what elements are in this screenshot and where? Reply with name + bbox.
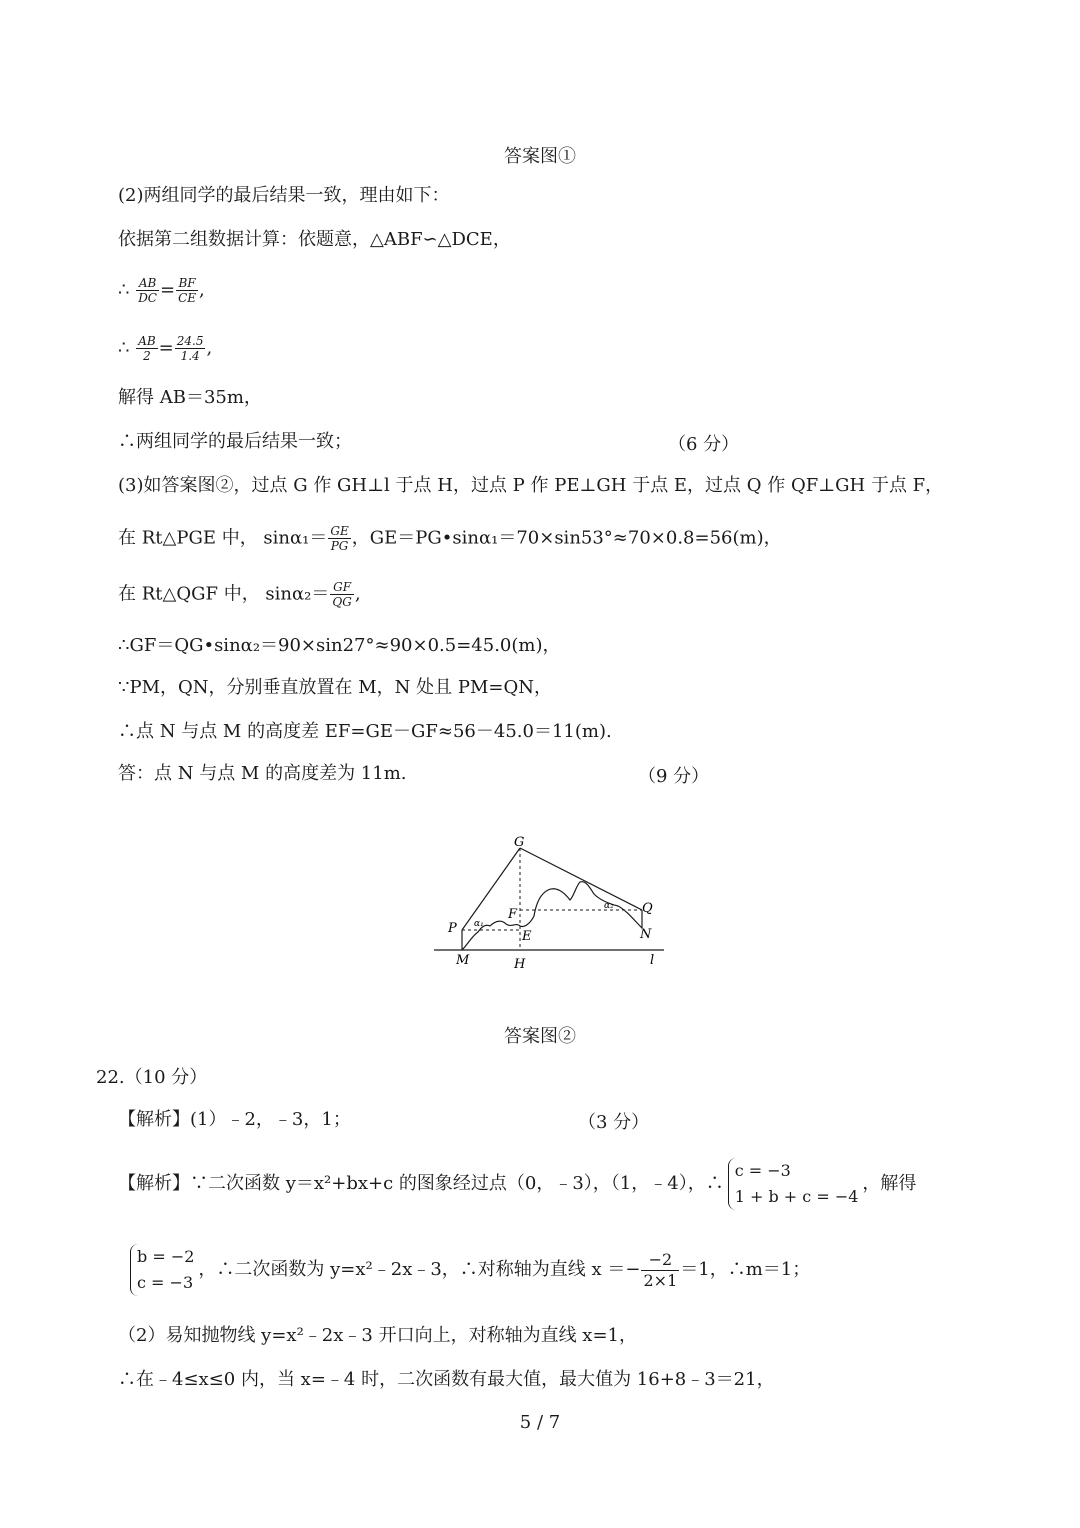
label-m: M: [456, 953, 470, 968]
label-n: N: [640, 927, 652, 942]
label-e: E: [522, 929, 532, 944]
score-label: （6 分）: [668, 434, 740, 455]
text-line: ∴两组同学的最后结果一致；: [118, 431, 352, 452]
label-alpha1: α₁: [474, 919, 484, 929]
figure-caption-2: 答案图②: [504, 1026, 576, 1047]
text-line: (2)两组同学的最后结果一致，理由如下：: [118, 185, 450, 206]
therefore-symbol: ∴: [118, 279, 130, 301]
text-line: (3)如答案图②，过点 G 作 GH⊥l 于点 H，过点 P 作 PE⊥GH 于点 E，过点 Q 作 QF⊥GH 于点 F，: [118, 475, 944, 496]
fraction: $\frac{-2}{2\times 1}$: [643, 1249, 678, 1290]
equation-system: b = −2 c = −3: [130, 1244, 194, 1296]
text-line: ∴GF＝QG•sinα₂＝90×sin27°≈90×0.5=45.0(m)，: [118, 635, 561, 656]
label-g: G: [514, 835, 525, 850]
fraction: $\frac{GF}{QG}$: [332, 580, 352, 609]
formula-line: b = −2 c = −3 ，∴二次函数为 y=x²﹣2x﹣3，∴对称轴为直线 x ＝− $\frac{-2}{2\times 1}$ ＝1，∴m＝1；: [126, 1244, 810, 1296]
label-f: F: [508, 907, 518, 922]
text-line: （2）易知抛物线 y=x²﹣2x﹣3 开口向上，对称轴为直线 x=1，: [118, 1325, 637, 1346]
text-line: 解得 AB＝35m，: [118, 387, 262, 408]
figure-caption-1: 答案图①: [504, 146, 576, 167]
question-header: 22.（10 分）: [96, 1067, 208, 1088]
geometry-diagram: [420, 828, 680, 978]
text-line: 依据第二组数据计算：依题意，△ABF∽△DCE，: [118, 229, 511, 250]
page-number: 5 / 7: [519, 1412, 561, 1433]
label-h: H: [514, 957, 526, 972]
formula-line: ∴ $\frac{AB}{DC}$ = $\frac{BF}{CE}$ ,: [118, 276, 205, 305]
score-label: （3 分）: [578, 1112, 650, 1133]
fraction: $\frac{24.5}{1.4}$: [176, 334, 204, 363]
formula-line: 在 Rt△QGF 中， sinα₂＝ $\frac{GF}{QG}$ ,: [118, 580, 361, 609]
fraction: $\frac{BF}{CE}$: [178, 276, 197, 305]
fraction: $\frac{GE}{PG}$: [330, 524, 349, 553]
label-p: P: [448, 921, 457, 936]
label-q: Q: [642, 901, 653, 916]
formula-line: 【解析】∵二次函数 y＝x²+bx+c 的图象经过点（0，﹣3），（1，﹣4），∴ c = −3 1 + b + c = −4 ，解得: [118, 1158, 916, 1210]
equation-system: c = −3 1 + b + c = −4: [728, 1158, 859, 1210]
label-alpha2: α₂: [604, 901, 614, 911]
text-line: ∴在﹣4≤x≤0 内，当 x=﹣4 时，二次函数有最大值，最大值为 16+8﹣3＝21，: [118, 1369, 775, 1390]
text-line: 答：点 N 与点 M 的高度差为 11m.: [118, 763, 407, 784]
text-line: ∵PM，QN，分别垂直放置在 M，N 处且 PM=QN，: [118, 677, 552, 698]
fraction: $\frac{AB}{DC}$: [138, 276, 157, 305]
text-line: ∴点 N 与点 M 的高度差 EF=GE－GF≈56－45.0＝11(m).: [118, 721, 612, 742]
label-l: l: [650, 953, 655, 968]
formula-line: ∴ $\frac{AB}{2}$ = $\frac{24.5}{1.4}$ ,: [118, 334, 213, 363]
formula-line: 在 Rt△PGE 中， sinα₁＝ $\frac{GE}{PG}$ ，GE＝PG•sinα₁＝70×sin53°≈70×0.8=56(m)，: [118, 524, 782, 553]
text-line: 【解析】(1）﹣2，﹣3，1；: [118, 1109, 351, 1130]
score-label: （9 分）: [638, 766, 710, 787]
fraction: $\frac{AB}{2}$: [138, 334, 156, 363]
therefore-symbol: ∴: [118, 337, 130, 359]
